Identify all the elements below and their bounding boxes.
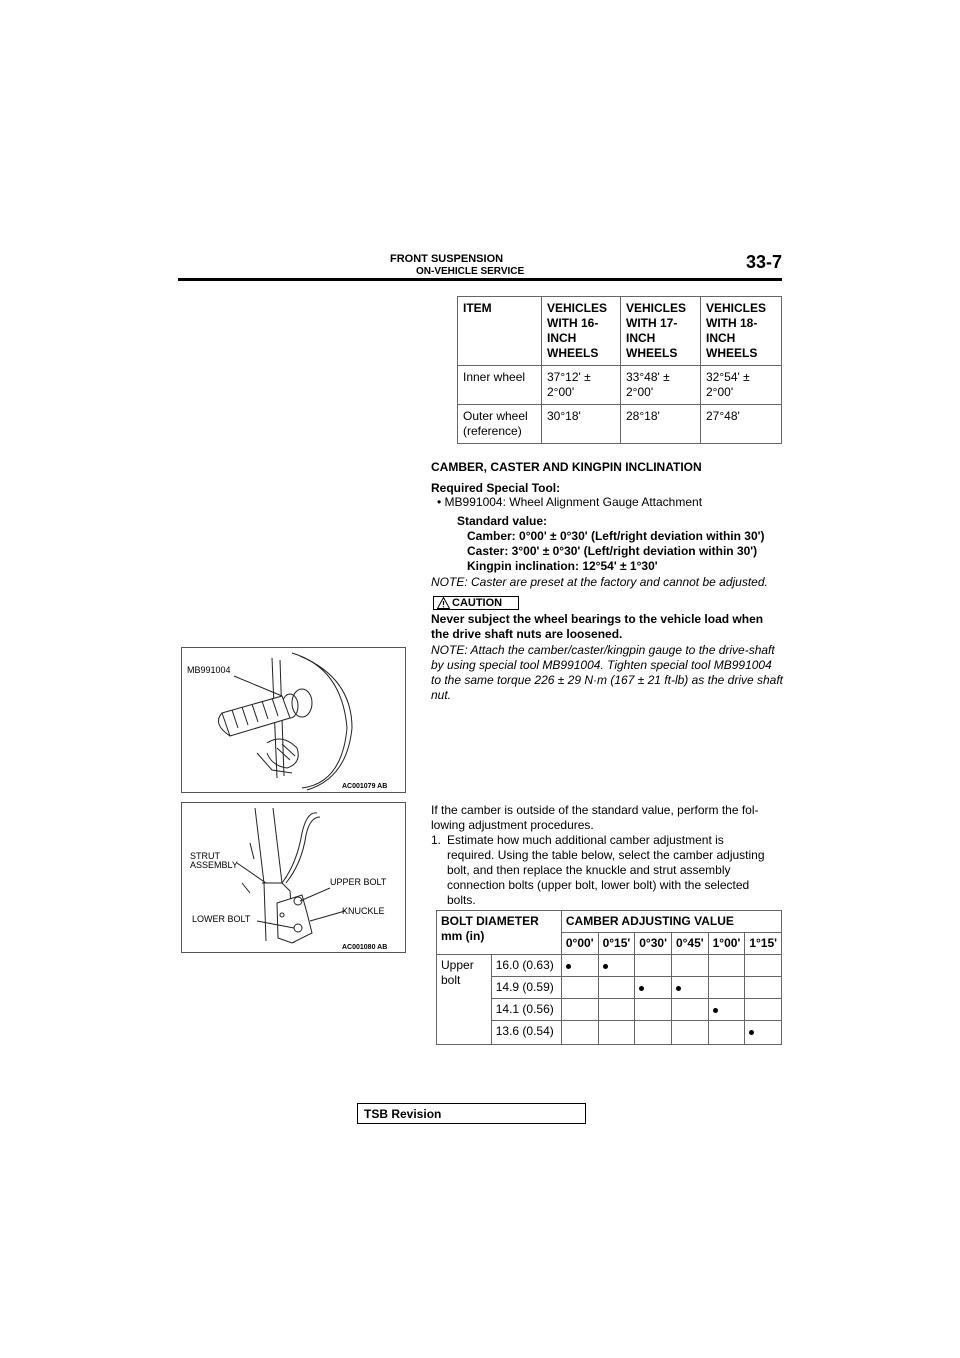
table-header-row	[437, 911, 782, 933]
mark-cell	[671, 977, 708, 999]
strut-label-1: STRUT	[190, 851, 220, 861]
value-header-cell: 0°00'	[561, 933, 598, 955]
toe-angle-table	[457, 296, 782, 444]
value-header-cell: 0°15'	[598, 933, 635, 955]
step-text: Estimate how much additional camber adjustment is required. Using the table below, select the camber adjusting bolt, and then replace the knuckle and strut assembly connection bolts (upper bolt, lower bolt) with the selected bolts.	[447, 833, 765, 907]
table-cell: 30°18'	[542, 405, 621, 444]
section-title: FRONT SUSPENSION	[390, 253, 504, 265]
table-row	[458, 366, 782, 405]
figure-strut-knuckle	[181, 802, 406, 953]
selection-mark-icon	[749, 1030, 754, 1035]
selection-mark-icon	[676, 986, 681, 991]
selection-mark-icon	[639, 986, 644, 991]
bolt-diameter-cell: 13.6 (0.54)	[491, 1021, 561, 1045]
bolt-selection-table	[436, 910, 782, 1045]
table-header-row	[458, 297, 782, 366]
subsection-title: ON-VEHICLE SERVICE	[416, 266, 525, 277]
warning-icon	[437, 597, 450, 609]
mark-cell	[635, 999, 672, 1021]
table-cell: Outer wheel (reference)	[458, 405, 542, 444]
selection-mark-icon	[713, 1008, 718, 1013]
table-header-cell: VEHICLES WITH 18-INCH WHEELS	[701, 297, 782, 366]
caution-label	[433, 596, 519, 610]
mark-cell	[635, 1021, 672, 1045]
mark-cell	[708, 999, 745, 1021]
figure-code: AC001080 AB	[342, 944, 388, 951]
camber-value: Camber: 0°00' ± 0°30' (Left/right deviation within 30')	[467, 529, 765, 543]
special-tool-item	[437, 495, 782, 510]
mark-cell	[598, 999, 635, 1021]
caution-text-label: CAUTION	[452, 597, 503, 609]
gauge-note: NOTE: Attach the camber/caster/kingpin gauge to the drive-shaft by using special tool MB991004. Tighten special tool MB991004 to the same torque 226 ± 29 N·m (167 ± 21 ft-lb) as the drive shaft nut.	[431, 643, 784, 702]
mark-cell	[635, 977, 672, 999]
selection-mark-icon	[566, 964, 571, 969]
mark-cell	[745, 977, 782, 999]
table-header-cell: VEHICLES WITH 17-INCH WHEELS	[621, 297, 701, 366]
table-row	[437, 955, 782, 977]
page-number: 33-7	[745, 252, 782, 272]
mark-cell	[598, 955, 635, 977]
selection-mark-icon	[603, 964, 608, 969]
mark-cell	[561, 1021, 598, 1045]
table-header-cell: ITEM	[458, 297, 542, 366]
strut-label-2: ASSEMBLY	[190, 860, 238, 870]
special-tool-text: MB991004: Wheel Alignment Gauge Attachment	[444, 495, 703, 509]
table-cell: 27°48'	[701, 405, 782, 444]
bolt-diameter-cell: 14.1 (0.56)	[491, 999, 561, 1021]
mark-cell	[671, 999, 708, 1021]
upper-bolt-label: UPPER BOLT	[330, 877, 387, 887]
mark-cell	[708, 955, 745, 977]
table-row	[458, 405, 782, 444]
value-header-cell: 0°30'	[635, 933, 672, 955]
camber-heading: CAMBER, CASTER AND KINGPIN INCLINATION	[431, 460, 702, 474]
mark-cell	[561, 999, 598, 1021]
step-number: 1.	[431, 833, 442, 847]
mark-cell	[708, 977, 745, 999]
mark-cell	[745, 955, 782, 977]
mark-cell	[671, 1021, 708, 1045]
mark-cell	[671, 955, 708, 977]
table-cell: 28°18'	[621, 405, 701, 444]
bolt-diameter-cell: 16.0 (0.63)	[491, 955, 561, 977]
figure-code: AC001079 AB	[342, 783, 388, 790]
mark-cell	[708, 1021, 745, 1045]
standard-value-label: Standard value:	[457, 514, 548, 528]
adjust-intro: If the camber is outside of the standard value, perform the fol-lowing adjustment procedures.	[431, 803, 759, 832]
figure-tool-label: MB991004	[187, 665, 231, 675]
strut-knuckle-illustration	[182, 803, 405, 952]
mark-cell	[598, 977, 635, 999]
special-tool-label: Required Special Tool:	[431, 481, 561, 495]
gauge-attachment-illustration	[182, 648, 405, 792]
value-header-cell: 1°00'	[708, 933, 745, 955]
caster-value: Caster: 3°00' ± 0°30' (Left/right deviation within 30')	[467, 544, 758, 558]
mark-cell	[745, 999, 782, 1021]
knuckle-label: KNUCKLE	[342, 906, 385, 916]
row-group-label: Upper bolt	[437, 955, 492, 1045]
mark-cell	[635, 955, 672, 977]
table-header-cell: VEHICLES WITH 16-INCH WHEELS	[542, 297, 621, 366]
bolt-diameter-cell: 14.9 (0.59)	[491, 977, 561, 999]
caution-text: Never subject the wheel bearings to the vehicle load when the drive shaft nuts are loosened.	[431, 612, 764, 641]
table-header-cell: CAMBER ADJUSTING VALUE	[561, 911, 781, 933]
kingpin-value: Kingpin inclination: 12°54' ± 1°30'	[467, 559, 658, 573]
mark-cell	[561, 955, 598, 977]
mark-cell	[561, 977, 598, 999]
mark-cell	[745, 1021, 782, 1045]
mark-cell	[598, 1021, 635, 1045]
table-cell: 37°12' ± 2°00'	[542, 366, 621, 405]
table-cell: 32°54' ± 2°00'	[701, 366, 782, 405]
tsb-revision-box: TSB Revision	[357, 1103, 586, 1124]
table-cell: 33°48' ± 2°00'	[621, 366, 701, 405]
figure-gauge-attachment	[181, 647, 406, 793]
header-rule	[178, 278, 782, 281]
lower-bolt-label: LOWER BOLT	[192, 914, 251, 924]
value-header-cell: 0°45'	[671, 933, 708, 955]
table-header-cell: BOLT DIAMETER mm (in)	[437, 911, 562, 955]
table-cell: Inner wheel	[458, 366, 542, 405]
bullet-icon: •	[437, 495, 445, 509]
caster-note: NOTE: Caster are preset at the factory and cannot be adjusted.	[431, 575, 768, 589]
value-header-cell: 1°15'	[745, 933, 782, 955]
